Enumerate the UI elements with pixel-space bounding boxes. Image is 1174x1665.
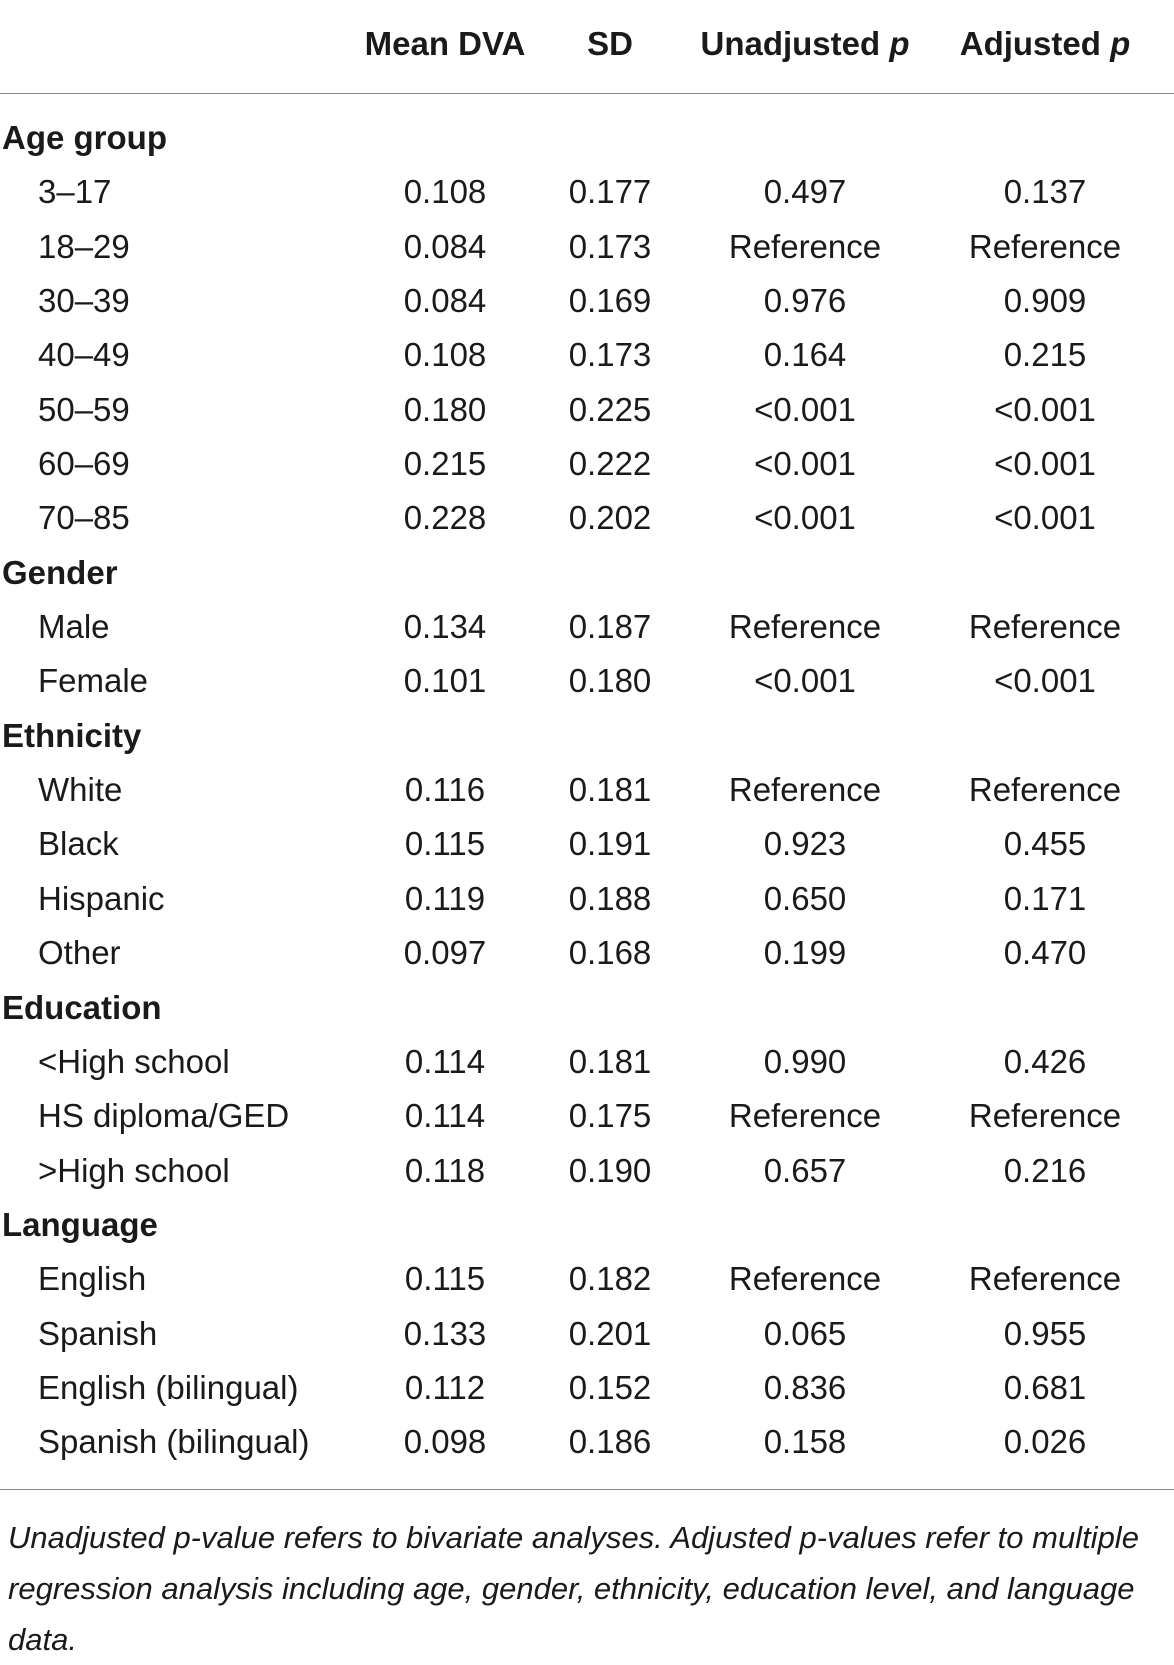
- table-row: [0, 383, 1174, 437]
- mean-dva-value: 0.114: [404, 1042, 486, 1080]
- adjusted-p-value: Reference: [968, 1097, 1122, 1135]
- mean-dva-value: 0.097: [403, 934, 487, 972]
- table-row: [0, 817, 1174, 871]
- section-heading-row: [0, 111, 1174, 165]
- sd-value: 0.186: [568, 1423, 652, 1461]
- unadjusted-p-value: 0.923: [763, 825, 847, 863]
- sd-value: 0.180: [568, 662, 652, 700]
- sd-value: 0.190: [568, 1151, 652, 1189]
- row-label: 60–69: [38, 445, 130, 483]
- mean-dva-value: 0.114: [404, 1097, 486, 1135]
- table-row: [0, 600, 1174, 654]
- sd-value: 0.201: [568, 1314, 652, 1352]
- unadjusted-p-value: 0.164: [763, 336, 847, 374]
- adjusted-p-value: 0.215: [1003, 336, 1087, 374]
- mean-dva-value: 0.084: [403, 282, 487, 320]
- mean-dva-value: 0.115: [404, 825, 486, 863]
- sd-value: 0.225: [568, 390, 652, 428]
- mean-dva-value: 0.108: [403, 173, 487, 211]
- table-row: [0, 1089, 1174, 1143]
- sd-value: 0.175: [568, 1097, 652, 1135]
- adjusted-p-value: <0.001: [994, 390, 1096, 428]
- sd-value: 0.187: [568, 608, 652, 646]
- table-row: [0, 220, 1174, 274]
- sd-value: 0.152: [568, 1368, 652, 1406]
- sd-value: 0.177: [568, 173, 652, 211]
- column-header-unadjusted-p: Unadjusted p: [700, 25, 910, 62]
- unadjusted-p-value: <0.001: [754, 390, 856, 428]
- row-label: White: [38, 771, 123, 809]
- unadjusted-p-value: <0.001: [754, 445, 856, 483]
- table-row: [0, 872, 1174, 926]
- table-row: [0, 763, 1174, 817]
- table-row: [0, 926, 1174, 980]
- mean-dva-value: 0.112: [404, 1368, 486, 1406]
- row-label: Spanish (bilingual): [38, 1423, 310, 1461]
- table-row: [0, 165, 1174, 219]
- column-header-adjusted-p: Adjusted p: [959, 25, 1131, 62]
- mean-dva-value: 0.098: [403, 1423, 487, 1461]
- table-row: [0, 437, 1174, 491]
- unadjusted-p-value: <0.001: [754, 499, 856, 537]
- adjusted-p-value: 0.681: [1003, 1368, 1087, 1406]
- sd-value: 0.173: [568, 227, 652, 265]
- row-label: 40–49: [38, 336, 130, 374]
- table-row: [0, 1307, 1174, 1361]
- row-label: <High school: [38, 1042, 230, 1080]
- mean-dva-value: 0.101: [403, 662, 487, 700]
- adjusted-p-value: <0.001: [994, 499, 1096, 537]
- column-header-sd: SD: [587, 25, 633, 62]
- table-body: [0, 111, 1174, 1470]
- mean-dva-value: 0.180: [403, 390, 487, 428]
- adjusted-p-value: 0.137: [1003, 173, 1087, 211]
- adjusted-p-value: <0.001: [994, 445, 1096, 483]
- section-heading: Ethnicity: [2, 716, 142, 754]
- unadjusted-p-value: 0.065: [763, 1314, 847, 1352]
- unadjusted-p-value: Reference: [728, 608, 882, 646]
- row-label: Spanish: [38, 1314, 158, 1352]
- mean-dva-value: 0.108: [403, 336, 487, 374]
- column-header-mean-dva: Mean DVA: [364, 25, 526, 62]
- mean-dva-value: 0.116: [404, 771, 486, 809]
- section-heading-row: [0, 709, 1174, 763]
- unadjusted-p-value: 0.836: [763, 1368, 847, 1406]
- section-heading: Gender: [2, 553, 118, 591]
- section-heading: Age group: [2, 119, 167, 156]
- row-label: Other: [38, 934, 121, 972]
- sd-value: 0.188: [568, 879, 652, 917]
- table-row: [0, 328, 1174, 382]
- mean-dva-value: 0.215: [403, 445, 487, 483]
- sd-value: 0.181: [568, 771, 652, 809]
- section-heading: Education: [2, 988, 162, 1026]
- table-row: [0, 1144, 1174, 1198]
- sd-value: 0.169: [568, 282, 652, 320]
- row-label: Black: [38, 825, 119, 863]
- unadjusted-p-value: 0.158: [763, 1423, 847, 1461]
- unadjusted-p-value: 0.497: [763, 173, 847, 211]
- unadjusted-p-value: 0.650: [763, 879, 847, 917]
- footer-divider: [0, 1489, 1174, 1490]
- unadjusted-p-value: <0.001: [754, 662, 856, 700]
- mean-dva-value: 0.134: [403, 608, 487, 646]
- row-label: 50–59: [38, 390, 130, 428]
- section-heading-row: [0, 546, 1174, 600]
- mean-dva-value: 0.133: [403, 1314, 487, 1352]
- row-label: >High school: [38, 1151, 230, 1189]
- unadjusted-p-value: Reference: [728, 1097, 882, 1135]
- row-label: 3–17: [38, 173, 112, 211]
- table-row: [0, 491, 1174, 545]
- sd-value: 0.173: [568, 336, 652, 374]
- sd-value: 0.168: [568, 934, 652, 972]
- adjusted-p-value: Reference: [968, 771, 1122, 809]
- table-row: [0, 1415, 1174, 1469]
- row-label: HS diploma/GED: [38, 1097, 290, 1135]
- adjusted-p-value: 0.426: [1003, 1042, 1087, 1080]
- section-heading-row: [0, 981, 1174, 1035]
- adjusted-p-value: 0.026: [1003, 1423, 1087, 1461]
- adjusted-p-value: 0.470: [1003, 934, 1087, 972]
- section-heading-row: [0, 1198, 1174, 1252]
- row-label: Female: [38, 662, 149, 700]
- unadjusted-p-value: Reference: [728, 227, 882, 265]
- unadjusted-p-value: 0.990: [763, 1042, 847, 1080]
- table-footnote: Unadjusted p-value refers to bivariate analyses. Adjusted p-values refer to multiple regression analysis including age, gender, ethnicity, education level, and language data.: [8, 1520, 1139, 1657]
- mean-dva-value: 0.118: [404, 1151, 486, 1189]
- adjusted-p-value: 0.909: [1003, 282, 1087, 320]
- table-row: [0, 274, 1174, 328]
- sd-value: 0.181: [568, 1042, 652, 1080]
- mean-dva-value: 0.084: [403, 227, 487, 265]
- unadjusted-p-value: Reference: [728, 771, 882, 809]
- table-row: [0, 1035, 1174, 1089]
- row-label: English: [38, 1260, 147, 1298]
- unadjusted-p-value: Reference: [728, 1260, 882, 1298]
- adjusted-p-value: Reference: [968, 1260, 1122, 1298]
- sd-value: 0.191: [568, 825, 652, 863]
- mean-dva-value: 0.119: [404, 879, 486, 917]
- sd-value: 0.222: [568, 445, 652, 483]
- mean-dva-value: 0.115: [404, 1260, 486, 1298]
- sd-value: 0.202: [568, 499, 652, 537]
- mean-dva-value: 0.228: [403, 499, 487, 537]
- row-label: English (bilingual): [38, 1368, 299, 1406]
- row-label: 18–29: [38, 227, 130, 265]
- unadjusted-p-value: 0.657: [763, 1151, 847, 1189]
- unadjusted-p-value: 0.976: [763, 282, 847, 320]
- adjusted-p-value: 0.216: [1003, 1151, 1087, 1189]
- table-row: [0, 654, 1174, 708]
- row-label: 30–39: [38, 282, 130, 320]
- row-label: 70–85: [38, 499, 130, 537]
- adjusted-p-value: 0.955: [1003, 1314, 1087, 1352]
- row-label: Hispanic: [38, 879, 165, 917]
- adjusted-p-value: <0.001: [994, 662, 1096, 700]
- adjusted-p-value: Reference: [968, 608, 1122, 646]
- header-divider: [0, 93, 1174, 94]
- table-row: [0, 1361, 1174, 1415]
- unadjusted-p-value: 0.199: [763, 934, 847, 972]
- sd-value: 0.182: [568, 1260, 652, 1298]
- section-heading: Language: [2, 1205, 158, 1243]
- adjusted-p-value: 0.171: [1003, 879, 1087, 917]
- adjusted-p-value: 0.455: [1003, 825, 1087, 863]
- table-row: [0, 1252, 1174, 1306]
- row-label: Male: [38, 608, 110, 646]
- adjusted-p-value: Reference: [968, 227, 1122, 265]
